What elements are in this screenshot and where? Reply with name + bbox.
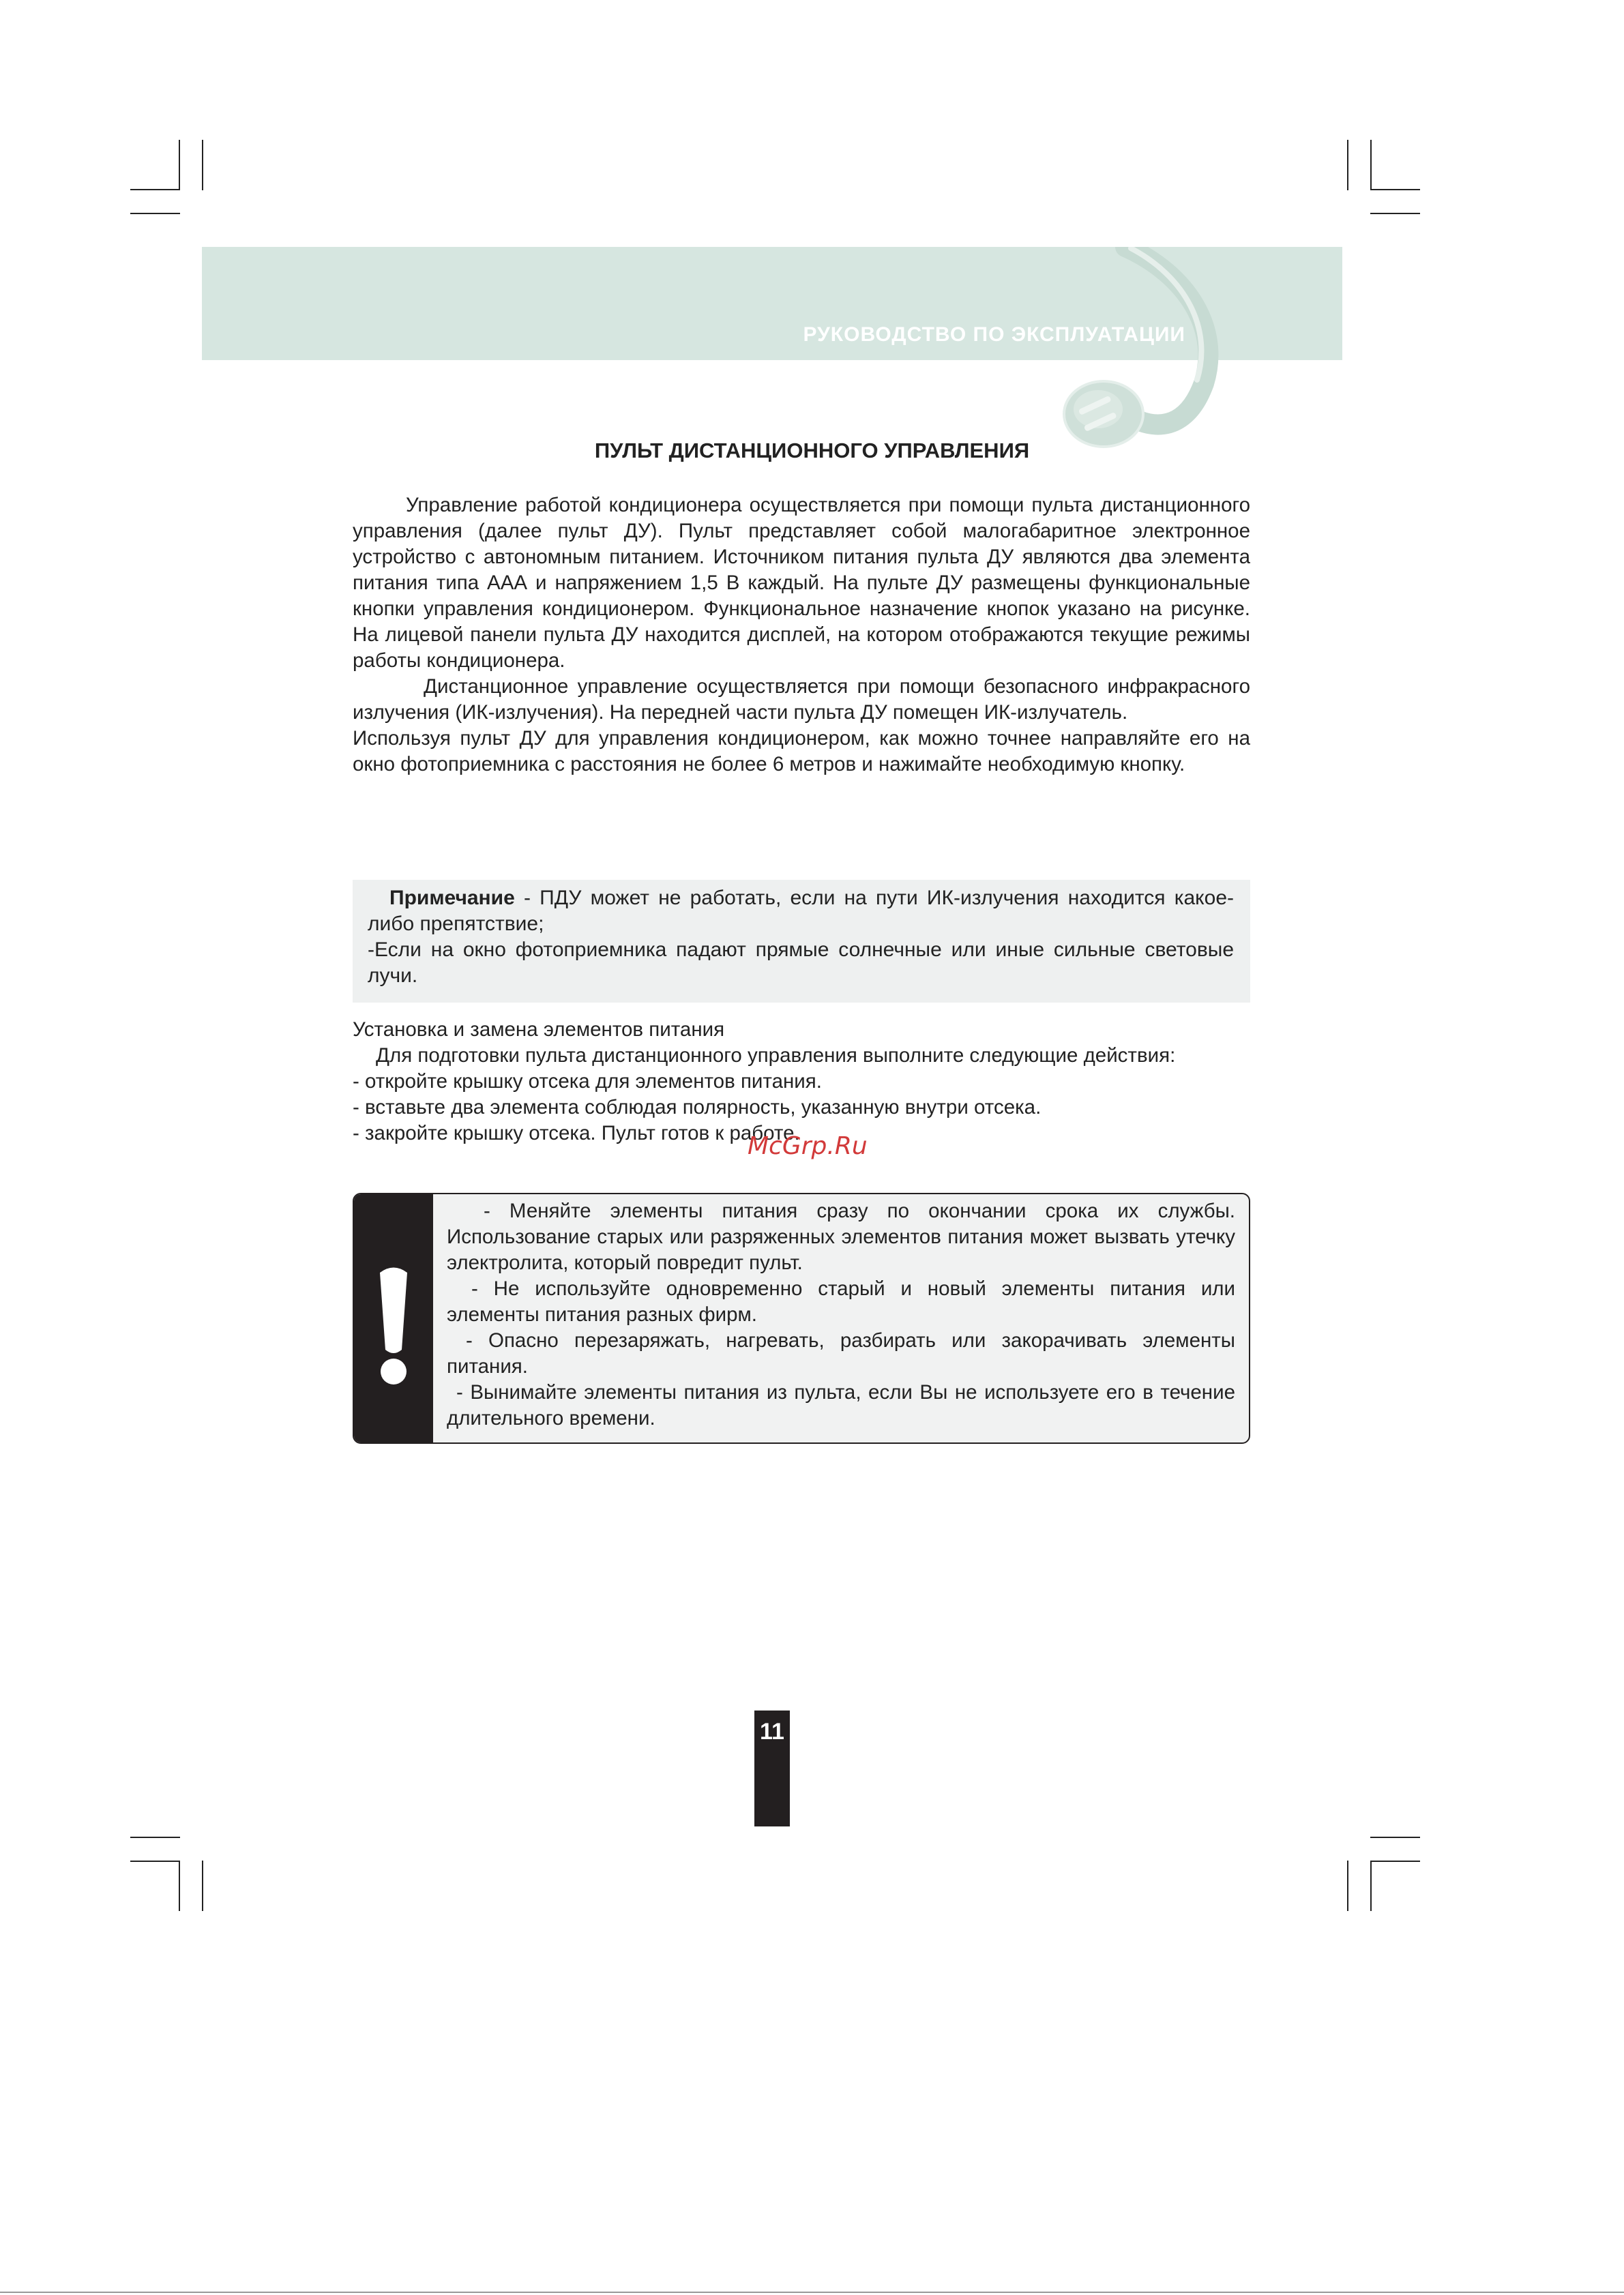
battery-step-1: - откройте крышку отсека для элементов питания. (353, 1070, 822, 1093)
intro-paragraph-1: Управление работой кондиционера осуществляется при помощи пульта дистанционного управления (далее пульт ДУ). Пульт представляет собой малогабаритное электронное устройство с автономным питанием. Источником питания пульта ДУ являются два элемента питания типа ААА и напряжением 1,5 В каждый. На пульте ДУ размещены функциональные кнопки управления кондиционером. Функциональное назначение кнопок указано на рисунке. На лицевой панели пульта ДУ находится дисплей, на котором отображаются текущие режимы работы кондиционера. (353, 494, 1250, 672)
intro-paragraph-2: Дистанционное управление осуществляется при помощи безопасного инфракрасного излучения (ИК-излучения). На передней части пульта ДУ помещен ИК-излучатель. (353, 675, 1250, 724)
exclamation-icon (354, 1194, 433, 1442)
page-title: ПУЛЬТ ДИСТАНЦИОННОГО УПРАВЛЕНИЯ (594, 439, 1030, 462)
warning-box (353, 1193, 1250, 1444)
battery-step-3: - закройте крышку отсека. Пульт готов к работе. (353, 1122, 800, 1144)
note-text-1: - ПДУ может не работать, если на пути ИК-излучения находится какое-либо препятствие; (368, 887, 1234, 935)
bottom-rule (0, 2292, 1624, 2293)
plug-icon (1050, 247, 1228, 458)
note-label: Примечание (389, 887, 515, 909)
warning-item-4: - Вынимайте элементы питания из пульта, если Вы не используете его в течение длительного времени. (447, 1381, 1235, 1430)
watermark: McGrp.Ru (748, 1132, 868, 1160)
note-box (353, 880, 1250, 1003)
intro-text (353, 492, 1250, 778)
intro-paragraph-3: Используя пульт ДУ для управления кондиционером, как можно точнее направляйте его на окно фотоприемника с расстояния не более 6 метров и нажимайте необходимую кнопку. (353, 727, 1250, 775)
warning-item-3: - Опасно перезаряжать, нагревать, разбирать или закорачивать элементы питания. (447, 1329, 1235, 1378)
warning-item-2: - Не используйте одновременно старый и новый элементы питания или элементы питания разных фирм. (447, 1277, 1235, 1326)
warning-bar (354, 1194, 433, 1442)
battery-heading: Установка и замена элементов питания (353, 1018, 725, 1041)
section-title: РУКОВОДСТВО ПО ЭКСПЛУАТАЦИИ (803, 323, 1185, 346)
battery-step-2: - вставьте два элемента соблюдая полярность, указанную внутри отсека. (353, 1096, 1042, 1119)
note-text-2: -Если на окно фотоприемника падают прямые солнечные или иные сильные световые лучи. (368, 938, 1234, 987)
battery-instructions (353, 1017, 1250, 1146)
battery-lead: Для подготовки пульта дистанционного управления выполните следующие действия: (376, 1044, 1176, 1067)
warning-text (447, 1198, 1235, 1432)
warning-item-1: - Меняйте элементы питания сразу по окончании срока их службы. Использование старых или разряженных элементов питания может вызвать утечку электролита, который повредит пульт. (447, 1200, 1235, 1274)
page-number: 11 (754, 1711, 790, 1826)
